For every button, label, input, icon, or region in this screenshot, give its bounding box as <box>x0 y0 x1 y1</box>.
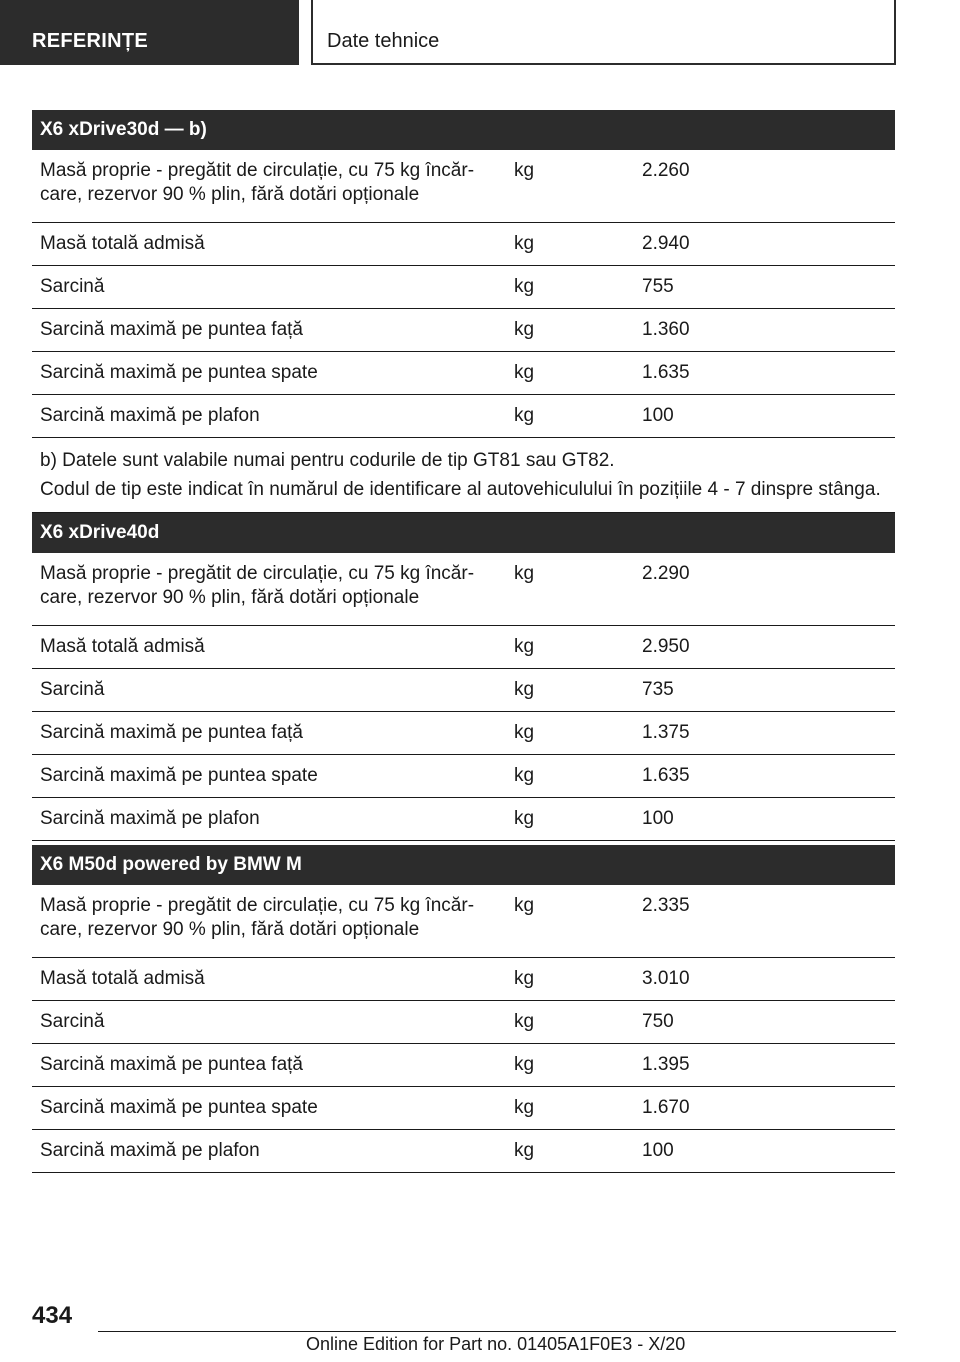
row-label: Sarcină maximă pe puntea față <box>32 309 506 352</box>
row-value: 1.670 <box>634 1087 895 1130</box>
page-number: 434 <box>32 1302 73 1329</box>
table-row <box>32 1130 895 1173</box>
row-value: 100 <box>634 798 895 841</box>
row-label: Masă proprie - pregătit de circulație, cu 75 kg încăr- care, rezervor 90 % plin, fără dotări opționale <box>32 553 506 626</box>
row-value: 2.335 <box>634 885 895 958</box>
row-value: 100 <box>634 1130 895 1173</box>
table-row <box>32 958 895 1001</box>
spec-table-xdrive40d <box>32 513 895 841</box>
table-heading-row <box>32 110 895 150</box>
row-label: Sarcină maximă pe puntea spate <box>32 352 506 395</box>
model-heading: X6 xDrive30d — b) <box>32 110 895 150</box>
row-unit: kg <box>506 395 634 438</box>
row-unit: kg <box>506 309 634 352</box>
row-unit: kg <box>506 712 634 755</box>
row-label: Masă totală admisă <box>32 958 506 1001</box>
row-label: Sarcină maximă pe puntea spate <box>32 1087 506 1130</box>
table-row <box>32 309 895 352</box>
table-heading-row <box>32 513 895 553</box>
row-value: 755 <box>634 266 895 309</box>
table-row <box>32 1087 895 1130</box>
table-row <box>32 1044 895 1087</box>
row-value: 1.635 <box>634 352 895 395</box>
spec-table-xdrive30d <box>32 110 895 513</box>
row-value: 2.290 <box>634 553 895 626</box>
row-value: 750 <box>634 1001 895 1044</box>
row-unit: kg <box>506 1130 634 1173</box>
row-label: Sarcină maximă pe puntea spate <box>32 755 506 798</box>
chapter-title: Date tehnice <box>311 0 896 65</box>
footer-divider <box>98 1331 896 1332</box>
row-label: Masă proprie - pregătit de circulație, cu 75 kg încăr- care, rezervor 90 % plin, fără dotări opționale <box>32 885 506 958</box>
footnote-line: Codul de tip este indicat în numărul de identificare al autovehiculului în pozițiile 4 - 7 dinspre stânga. <box>40 479 881 500</box>
row-unit: kg <box>506 798 634 841</box>
row-label: Sarcină maximă pe plafon <box>32 1130 506 1173</box>
row-label: Sarcină <box>32 669 506 712</box>
model-heading: X6 M50d powered by BMW M <box>32 845 895 885</box>
row-unit: kg <box>506 223 634 266</box>
table-row <box>32 266 895 309</box>
row-value: 2.940 <box>634 223 895 266</box>
row-value: 1.360 <box>634 309 895 352</box>
table-row <box>32 1001 895 1044</box>
row-label: Masă totală admisă <box>32 626 506 669</box>
table-heading-row <box>32 845 895 885</box>
table-row <box>32 553 895 626</box>
model-heading: X6 xDrive40d <box>32 513 895 553</box>
table-note-row <box>32 438 895 513</box>
row-value: 2.950 <box>634 626 895 669</box>
row-unit: kg <box>506 958 634 1001</box>
row-value: 735 <box>634 669 895 712</box>
table-row <box>32 669 895 712</box>
row-value: 1.395 <box>634 1044 895 1087</box>
row-unit: kg <box>506 352 634 395</box>
footnote-line: b) Datele sunt valabile numai pentru codurile de tip GT81 sau GT82. <box>40 450 615 471</box>
row-value: 2.260 <box>634 150 895 223</box>
spec-table-m50d <box>32 845 895 1173</box>
table-row <box>32 755 895 798</box>
edition-footer: Online Edition for Part no. 01405A1F0E3 - X/20 <box>306 1334 686 1354</box>
row-unit: kg <box>506 266 634 309</box>
table-row <box>32 712 895 755</box>
row-unit: kg <box>506 1087 634 1130</box>
row-label: Sarcină maximă pe puntea față <box>32 712 506 755</box>
row-value: 3.010 <box>634 958 895 1001</box>
row-label: Sarcină maximă pe plafon <box>32 798 506 841</box>
row-unit: kg <box>506 150 634 223</box>
row-unit: kg <box>506 553 634 626</box>
row-value: 1.635 <box>634 755 895 798</box>
row-label: Sarcină maximă pe puntea față <box>32 1044 506 1087</box>
table-row <box>32 395 895 438</box>
row-label: Masă proprie - pregătit de circulație, cu 75 kg încăr- care, rezervor 90 % plin, fără dotări opționale <box>32 150 506 223</box>
row-value: 1.375 <box>634 712 895 755</box>
footnote <box>32 438 895 513</box>
row-label: Sarcină <box>32 1001 506 1044</box>
row-unit: kg <box>506 755 634 798</box>
table-row <box>32 150 895 223</box>
table-row <box>32 223 895 266</box>
table-row <box>32 798 895 841</box>
row-label: Masă totală admisă <box>32 223 506 266</box>
row-unit: kg <box>506 1044 634 1087</box>
table-row <box>32 885 895 958</box>
row-label: Sarcină maximă pe plafon <box>32 395 506 438</box>
row-unit: kg <box>506 669 634 712</box>
row-unit: kg <box>506 626 634 669</box>
row-unit: kg <box>506 1001 634 1044</box>
table-row <box>32 626 895 669</box>
row-unit: kg <box>506 885 634 958</box>
section-tab: REFERINȚE <box>0 0 299 65</box>
table-row <box>32 352 895 395</box>
row-label: Sarcină <box>32 266 506 309</box>
row-value: 100 <box>634 395 895 438</box>
